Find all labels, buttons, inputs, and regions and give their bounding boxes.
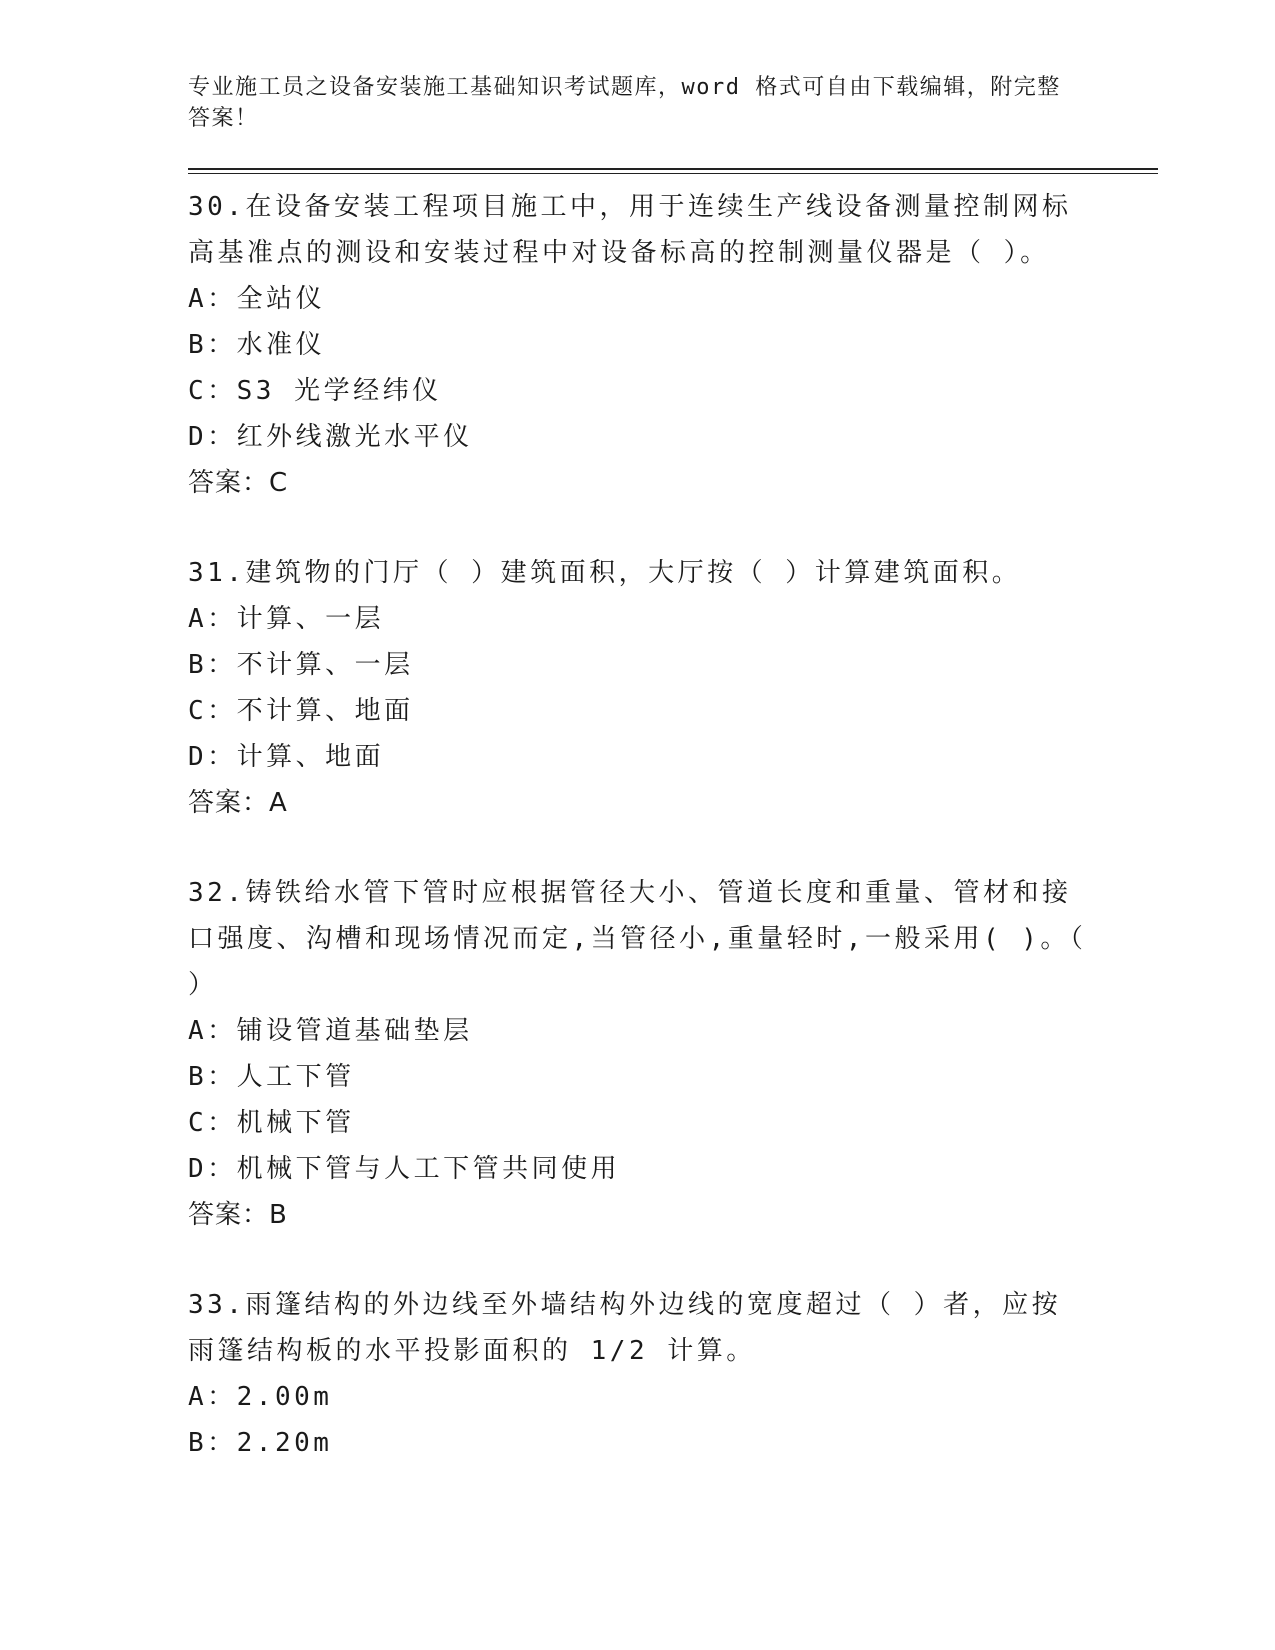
question-spacer: [188, 1238, 1158, 1282]
option-c: C：机械下管: [188, 1108, 355, 1138]
option-d: D：计算、地面: [188, 742, 385, 772]
option-a: A：2.00m: [188, 1382, 333, 1412]
question-spacer: [188, 506, 1158, 550]
question-33: [188, 1282, 1158, 1466]
question-32: [188, 870, 1158, 1238]
option-b: B：2.20m: [188, 1428, 333, 1458]
question-stem: 30.在设备安装工程项目施工中，用于连续生产线设备测量控制网标高基准点的测设和安装过程中对设备标高的控制测量仪器是（ ）。: [188, 192, 1072, 268]
option-a: A：计算、一层: [188, 604, 385, 634]
answer-line: 答案：C: [188, 468, 289, 498]
document-header: 专业施工员之设备安装施工基础知识考试题库，word 格式可自由下载编辑，附完整答案！: [188, 75, 1061, 131]
option-c: C：S3 光学经纬仪: [188, 376, 442, 406]
question-stem: 31.建筑物的门厅（ ）建筑面积，大厅按（ ）计算建筑面积。: [188, 558, 1022, 588]
header-rule-thin: [188, 173, 1158, 174]
document-page: [188, 72, 1158, 1466]
option-b: B：水准仪: [188, 330, 326, 360]
answer-line: 答案：B: [188, 1200, 288, 1230]
answer-line: 答案：A: [188, 788, 288, 818]
question-stem: 33.雨篷结构的外边线至外墙结构外边线的宽度超过（ ）者，应按雨篷结构板的水平投影面积的 1/2 计算。: [188, 1290, 1062, 1366]
question-stem: 32.铸铁给水管下管时应根据管径大小、管道长度和重量、管材和接口强度、沟槽和现场情况而定,当管径小,重量轻时,一般采用( )。（ ）: [188, 878, 1087, 1000]
option-c: C：不计算、地面: [188, 696, 414, 726]
question-30: [188, 184, 1158, 506]
option-d: D：机械下管与人工下管共同使用: [188, 1154, 621, 1184]
option-d: D：红外线激光水平仪: [188, 422, 473, 452]
question-spacer: [188, 826, 1158, 870]
option-a: A：全站仪: [188, 284, 326, 314]
option-a: A：铺设管道基础垫层: [188, 1016, 473, 1046]
header-rule-thick: [188, 168, 1158, 170]
option-b: B：人工下管: [188, 1062, 355, 1092]
question-31: [188, 550, 1158, 826]
option-b: B：不计算、一层: [188, 650, 414, 680]
